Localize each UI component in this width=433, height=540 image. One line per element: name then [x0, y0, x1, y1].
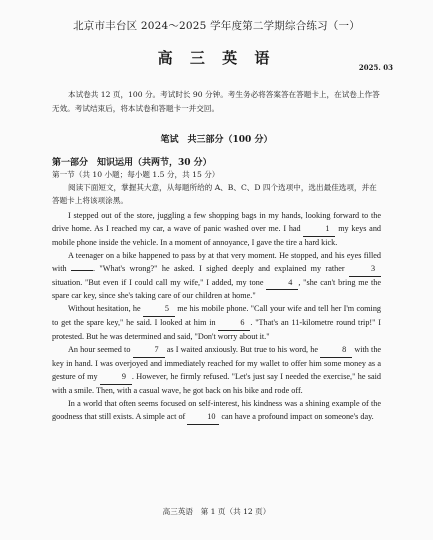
instructions: 阅读下面短文，掌握其大意，从每题所给的 A、B、C、D 四个选项中，选出最佳选项，并在答题卡上将该项涂黑。 — [52, 183, 377, 205]
blank-8: 8 — [320, 344, 352, 358]
paragraph-5: In a world that often seems focused on self-interest, his kindness was a shining example of the goodness that still exists. A simple act of 10 can have a profound impact on someone's day. — [52, 398, 381, 425]
blank-6: 6 — [218, 317, 250, 331]
blank-5: 5 — [143, 303, 175, 317]
subsection-title: 第一节（共 10 小题；每小题 1.5 分，共 15 分） — [52, 170, 220, 179]
blank-3: 3 — [349, 263, 381, 277]
blank-2 — [71, 270, 93, 271]
page-title: 高 三 英 语 — [157, 49, 276, 67]
section-title: 笔试 共三部分（100 分） — [160, 135, 273, 145]
exam-header: 北京市丰台区 2024～2025 学年度第二学期综合练习（一） — [73, 20, 360, 32]
blank-4: 4 — [266, 277, 298, 291]
page-footer: 高三英语 第 1 页（共 12 页） — [162, 507, 271, 516]
paragraph-3: Without hesitation, he 5 me his mobile phone. "Call your wife and tell her I'm coming to get the spare key," he said. I looked at him in 6 . "That's an 11-kilometre round trip!" I protested. But he was determined and said, "Don't worry about it." — [52, 304, 382, 342]
blank-1: 1 — [303, 223, 335, 237]
blank-7: 7 — [133, 344, 165, 358]
paragraph-1: I stepped out of the store, juggling a few shopping bags in my hands, looking forward to the drive home. As I reached my car, a wave of panic washed over me. I had 1 my keys and mobile phone inside the vehicle. In a moment of annoyance, I gave the tire a hard kick. — [52, 211, 382, 247]
blank-9: 9 — [100, 371, 132, 385]
paragraph-4: An hour seemed to 7 as I waited anxiously. But true to his word, he 8 with the key in hand. I was overjoyed and immediately reached for my wallet to offer him some money as a gesture of my 9 . However, he firmly refused. "Let's just say I needed the exercise," he said with a smile. Then, with a casual wave, he got back on his bike and rode off. — [52, 345, 382, 395]
part-title: 第一部分 知识运用（共两节，30 分） — [52, 158, 212, 168]
cloze-passage — [52, 210, 381, 425]
exam-notice: 本试卷共 12 页，100 分。考试时长 90 分钟。考生务必将答案答在答题卡上，在试卷上作答无效。考试结束后，将本试卷和答题卡一并交回。 — [52, 90, 380, 113]
blank-10: 10 — [187, 411, 219, 425]
exam-date: 2025. 03 — [358, 63, 393, 72]
paragraph-2: A teenager on a bike happened to pass by at that very moment. He stopped, and his eyes filled with . "What's wrong?" he asked. I sighed deeply and explained my rather 3 situation. "But even if I could call my wife," I added, my tone 4 , "she can't bring me the spare car key, since she's taking care of our children at home." — [52, 250, 382, 301]
